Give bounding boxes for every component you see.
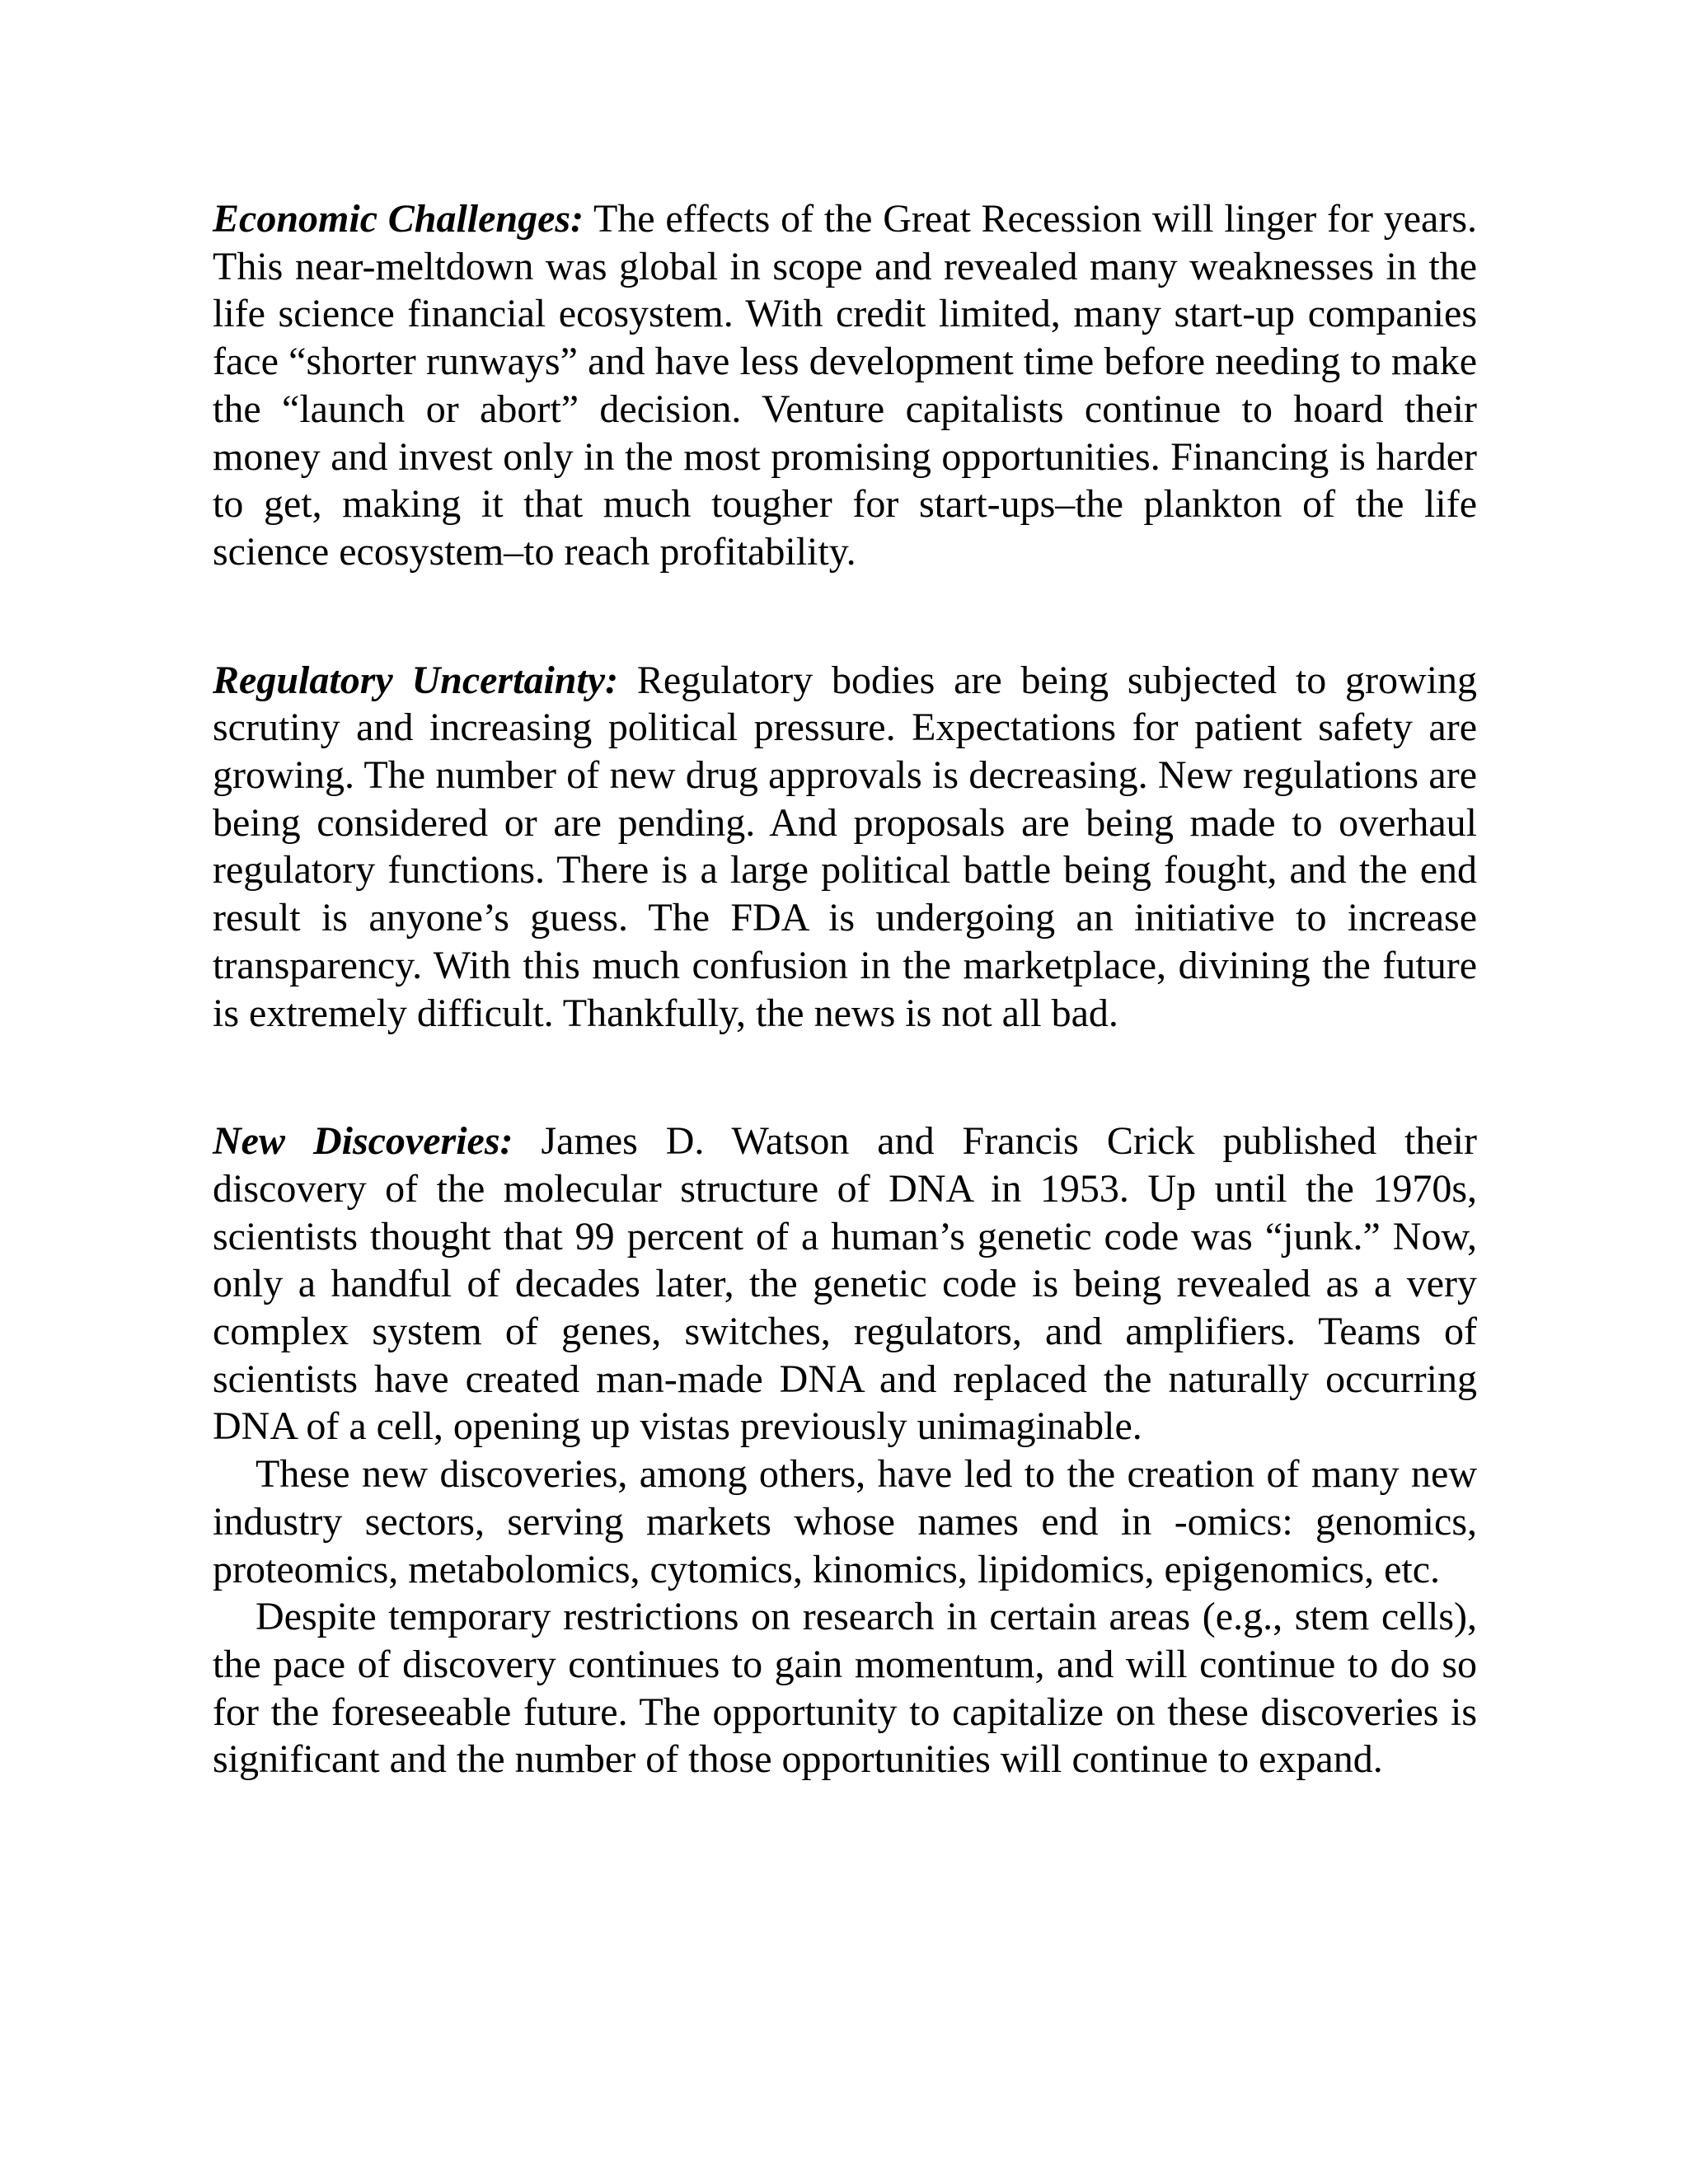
section-new-discoveries xyxy=(213,1118,1477,1783)
section-heading: New Discoveries: xyxy=(213,1119,513,1164)
section-heading: Economic Challenges: xyxy=(213,197,584,241)
section-regulatory-uncertainty xyxy=(213,657,1477,1038)
paragraph: These new discoveries, among others, have led to the creation of many new industry sectors, serving markets whose names end in -omics: genomics, proteomics, metabolomics, cytomics, kinomics, lipidomics, epigenomics, etc. xyxy=(213,1452,1477,1591)
paragraph xyxy=(213,1118,1477,1451)
paragraph xyxy=(213,657,1477,1038)
paragraph-text: The effects of the Great Recession will linger for years. This near-meltdown was global in scope and revealed many weaknesses in the life science financial ecosystem. With credit limited, many start-up companies face “shorter runways” and have less development time before needing to make the “launch or abort” decision. Venture capitalists continue to hoard their money and invest only in the most promising opportunities. Financing is harder to get, making it that much tougher for start-ups–the plankton of the life science ecosystem–to reach profitability. xyxy=(213,197,1478,574)
section-economic-challenges xyxy=(213,195,1477,576)
paragraph: Despite temporary restrictions on research in certain areas (e.g., stem cells), the pace of discovery continues to gain momentum, and will continue to do so for the foreseeable future. The opportunity to capitalize on these discoveries is significant and the number of those opportunities will continue to expand. xyxy=(213,1595,1477,1782)
body-text xyxy=(213,195,1477,1783)
paragraph-text: Regulatory bodies are being subjected to growing scrutiny and increasing political pressure. Expectations for patient safety are growing. The number of new drug approvals is decreasing. New regulations are being considered or are pending. And proposals are being made to overhaul regulatory functions. There is a large political battle being fought, and the end result is anyone’s guess. The FDA is undergoing an initiative to increase transparency. With this much confusion in the marketplace, divining the future is extremely difficult. Thankfully, the news is not all bad. xyxy=(213,658,1478,1035)
section-heading: Regulatory Uncertainty: xyxy=(213,658,619,702)
paragraph xyxy=(213,195,1477,576)
paragraph-text: James D. Watson and Francis Crick published their discovery of the molecular structure of DNA in 1953. Up until the 1970s, scientists thought that 99 percent of a human’s genetic code was “junk.” Now, only a handful of decades later, the genetic code is being revealed as a very complex system of genes, switches, regulators, and amplifiers. Teams of scientists have created man-made DNA and replaced the naturally occurring DNA of a cell, opening up vistas previously unimaginable. xyxy=(213,1119,1478,1449)
